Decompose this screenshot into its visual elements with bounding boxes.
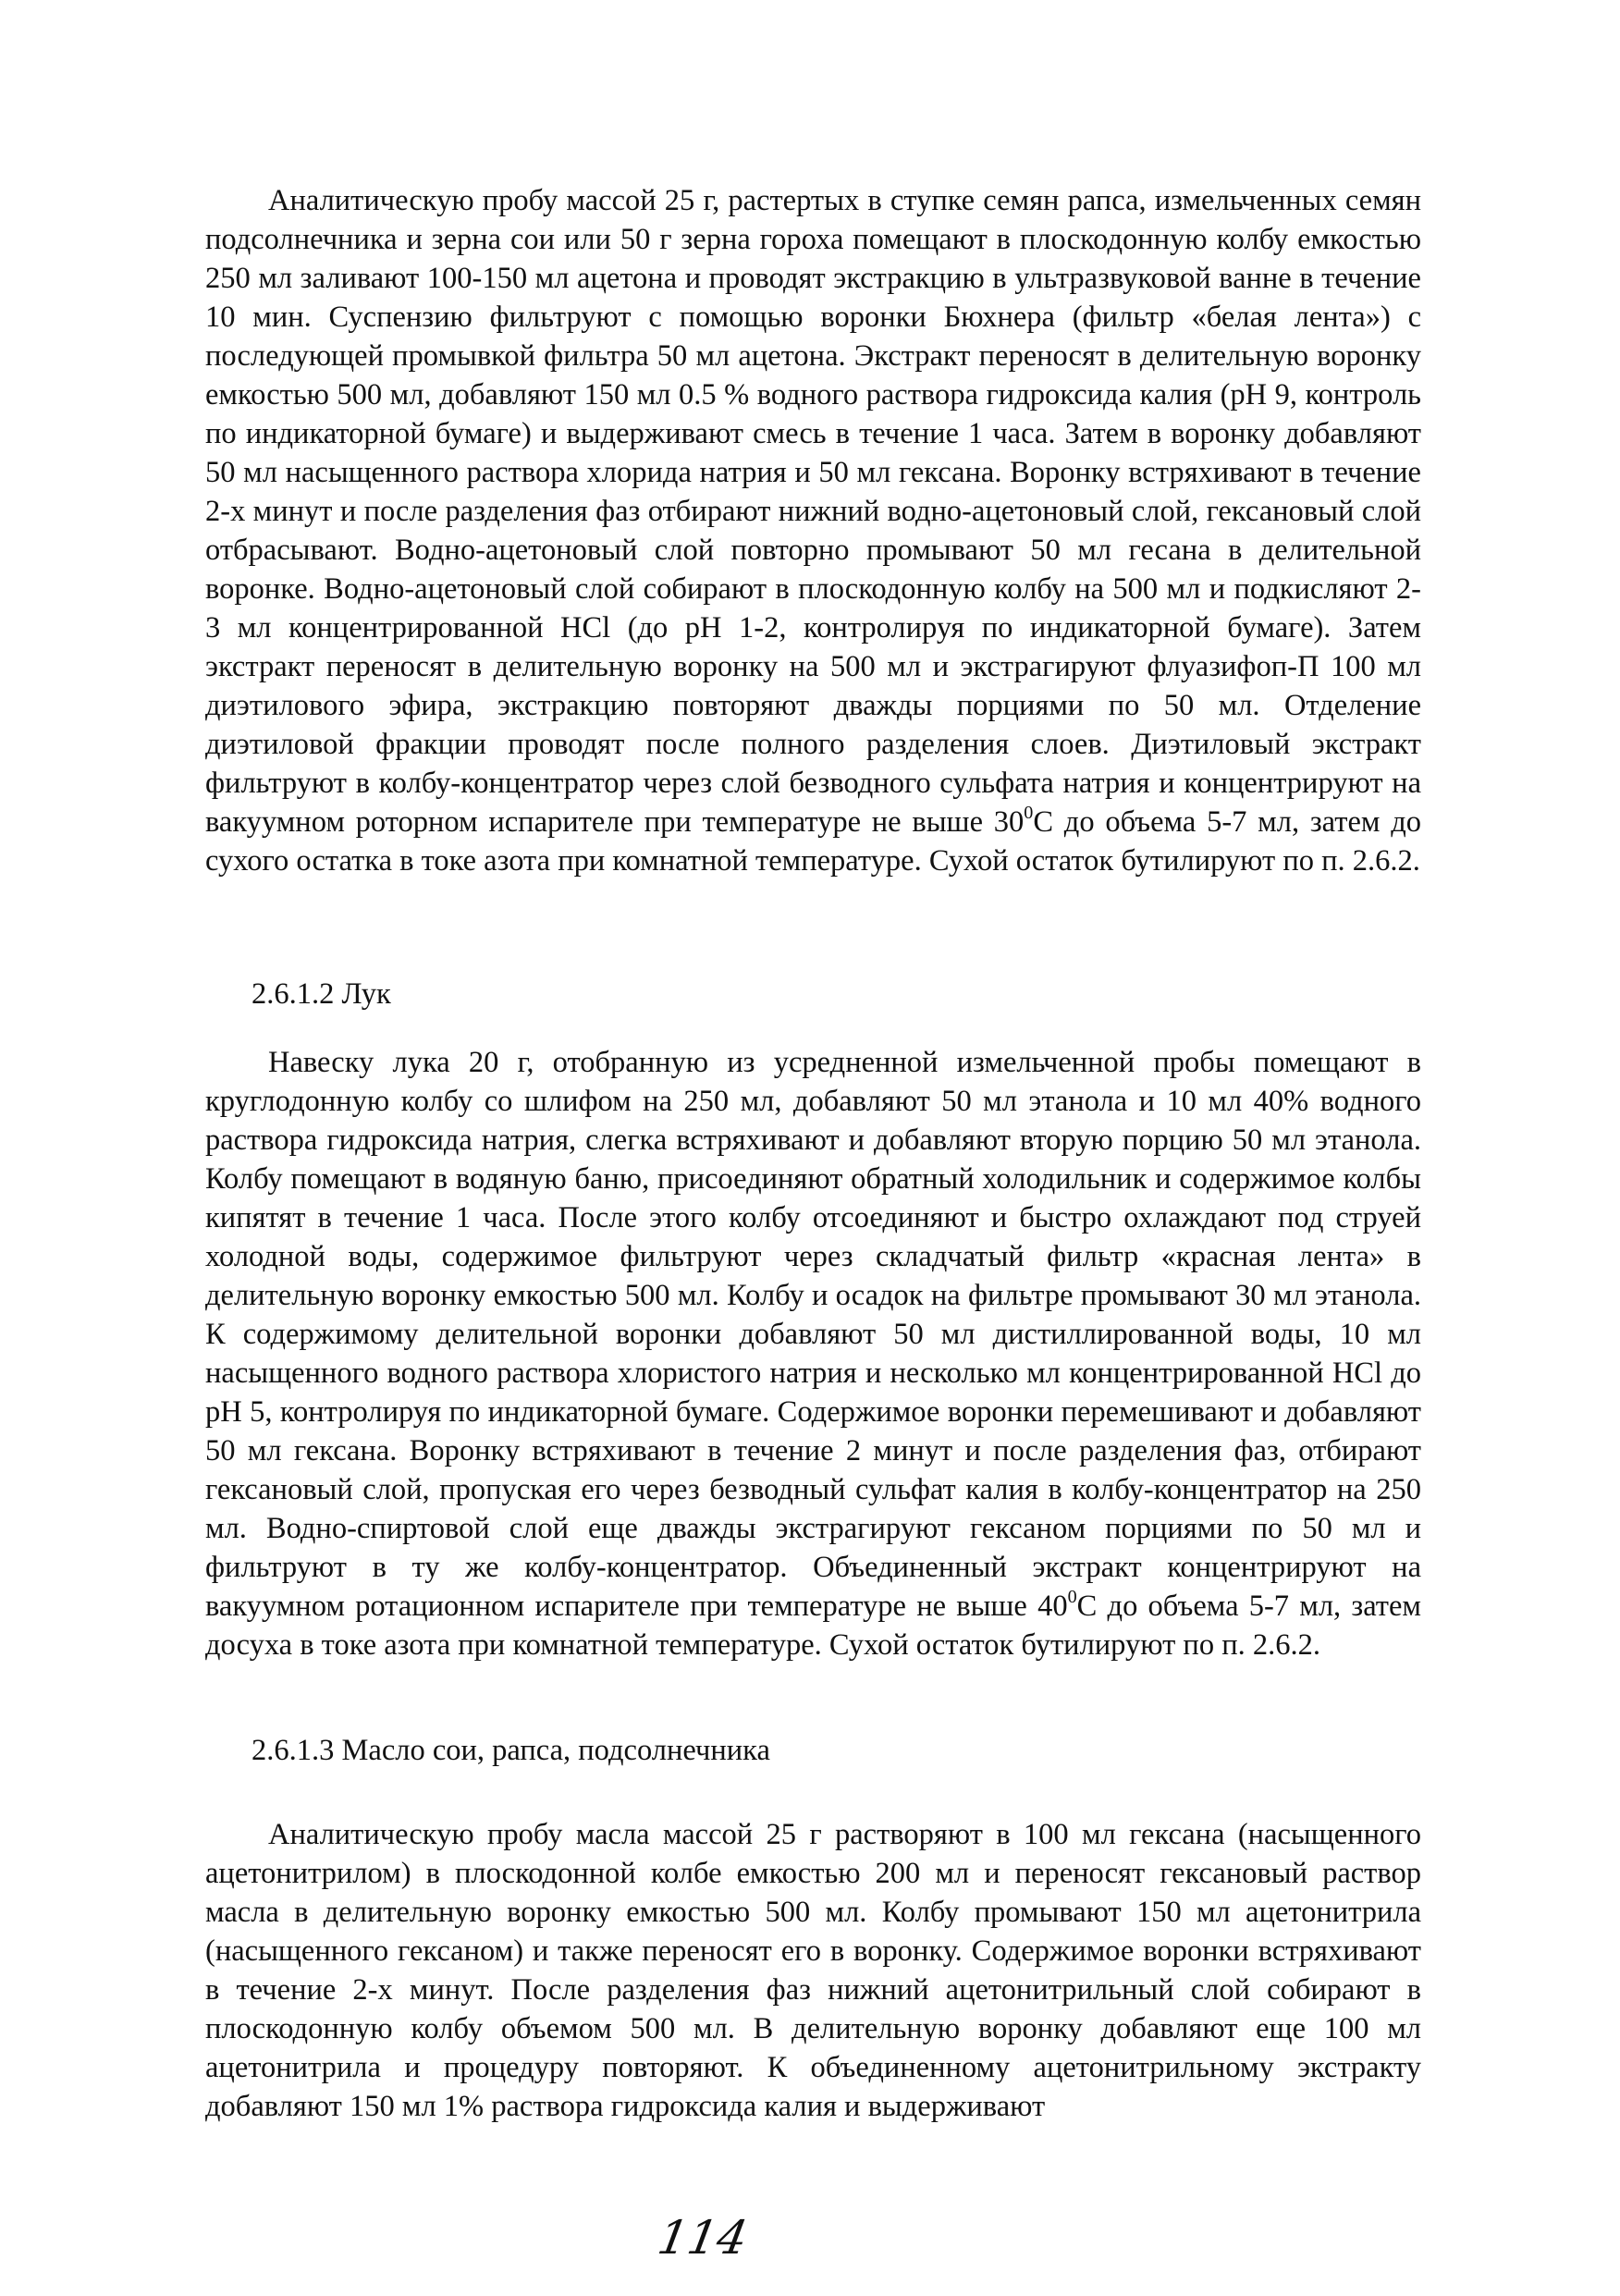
paragraph-oil-extraction: Аналитическую пробу масла массой 25 г растворяют в 100 мл гексана (насыщенного ацетонитрилом) в плоскодонной колбе емкостью 200 мл и переносят гексановый раствор масла в делительную воронку емкостью 500 мл. Колбу промывают 150 мл ацетонитрила (насыщенного гексаном) и также переносят его в воронку. Содержимое воронки встряхивают в течение 2-х минут. После разделения фаз нижний ацетонитрильный слой собирают в плоскодонную колбу объемом 500 мл. В делительную воронку добавляют еще 100 мл ацетонитрила и процедуру повторяют. К объединенному ацетонитрильному экстракту добавляют 150 мл 1% раствора гидроксида калия и выдерживают: [205, 1818, 1421, 2123]
section-heading-oil: 2.6.1.3 Масло сои, рапса, подсолнечника: [252, 1734, 770, 1767]
degree-superscript: 0: [1067, 1586, 1077, 1607]
paragraph-1-text: Аналитическую пробу массой 25 г, растертых в ступке семян рапса, измельченных семян подсолнечника и зерна сои или 50 г зерна гороха помещают в плоскодонную колбу емкостью 250 мл заливают 100-150 мл ацетона и проводят экстракцию в ультразвуковой ванне в течение 10 мин. Суспензию фильтруют с помощью воронки Бюхнера (фильтр «белая лента») с последующей промывкой фильтра 50 мл ацетона. Экстракт переносят в делительную воронку емкостью 500 мл, добавляют 150 мл 0.5 % водного раствора гидроксида калия (pH 9, контроль по индикаторной бумаге) и выдерживают смесь в течение 1 часа. Затем в воронку добавляют 50 мл насыщенного раствора хлорида натрия и 50 мл гексана. Воронку встряхивают в течение 2-х минут и после разделения фаз отбирают нижний водно-ацетоновый слой, гексановый слой отбрасывают. Водно-ацетоновый слой повторно промывают 50 мл гесана в делительной воронке. Водно-ацетоновый слой собирают в плоскодонную колбу на 500 мл и подкисляют 2-3 мл концентрированной HCl (до pH 1-2, контролируя по индикаторной бумаге). Затем экстракт переносят в делительную воронку на 500 мл и экстрагируют флуазифоп-П 100 мл диэтилового эфира, экстракцию повторяют дважды порциями по 50 мл. Отделение диэтиловой фракции проводят после полного разделения слоев. Диэтиловый экстракт фильтруют в колбу-концентратор через слой безводного сульфата натрия и концентрируют на вакуумном роторном испарителе при температуре не выше 30: [205, 184, 1421, 839]
paragraph-onion-extraction: [205, 1043, 1421, 1664]
handwritten-page-number: 114: [654, 2211, 752, 2265]
degree-superscript: 0: [1024, 802, 1034, 823]
paragraph-2-text: Навеску лука 20 г, отобранную из усредненной измельченной пробы помещают в круглодонную колбу со шлифом на 250 мл, добавляют 50 мл этанола и 10 мл 40% водного раствора гидроксида натрия, слегка встряхивают и добавляют вторую порцию 50 мл этанола. Колбу помещают в водяную баню, присоединяют обратный холодильник и содержимое колбы кипятят в течение 1 часа. После этого колбу отсоединяют и быстро охлаждают под струей холодной воды, содержимое фильтруют через складчатый фильтр «красная лента» в делительную воронку емкостью 500 мл. Колбу и осадок на фильтре промывают 30 мл этанола. К содержимому делительной воронки добавляют 50 мл дистиллированной воды, 10 мл насыщенного водного раствора хлористого натрия и несколько мл концентрированной HCl до pH 5, контролируя по индикаторной бумаге. Содержимое воронки перемешивают и добавляют 50 мл гексана. Воронку встряхивают в течение 2 минут и после разделения фаз, отбирают гексановый слой, пропуская его через безводный сульфат калия в колбу-концентратор на 250 мл. Водно-спиртовой слой еще дважды экстрагируют гексаном порциями по 50 мл и фильтруют в ту же колбу-концентратор. Объединенный экстракт концентрируют на вакуумном ротационном испарителе при температуре не выше 40: [205, 1046, 1421, 1623]
paragraph-2-text-end: С до объема 5-7 мл, затем досуха в токе азота при комнатной температуре. Сухой остаток бутилируют по п. 2.6.2.: [205, 1590, 1421, 1662]
section-heading-onion: 2.6.1.2 Лук: [252, 977, 391, 1011]
paragraph-1-text-end: С до объема 5-7 мл, затем до сухого остатка в токе азота при комнатной температуре. Сухой остаток бутилируют по п. 2.6.2.: [205, 805, 1421, 878]
paragraph-oilseed-extraction: [205, 181, 1421, 880]
